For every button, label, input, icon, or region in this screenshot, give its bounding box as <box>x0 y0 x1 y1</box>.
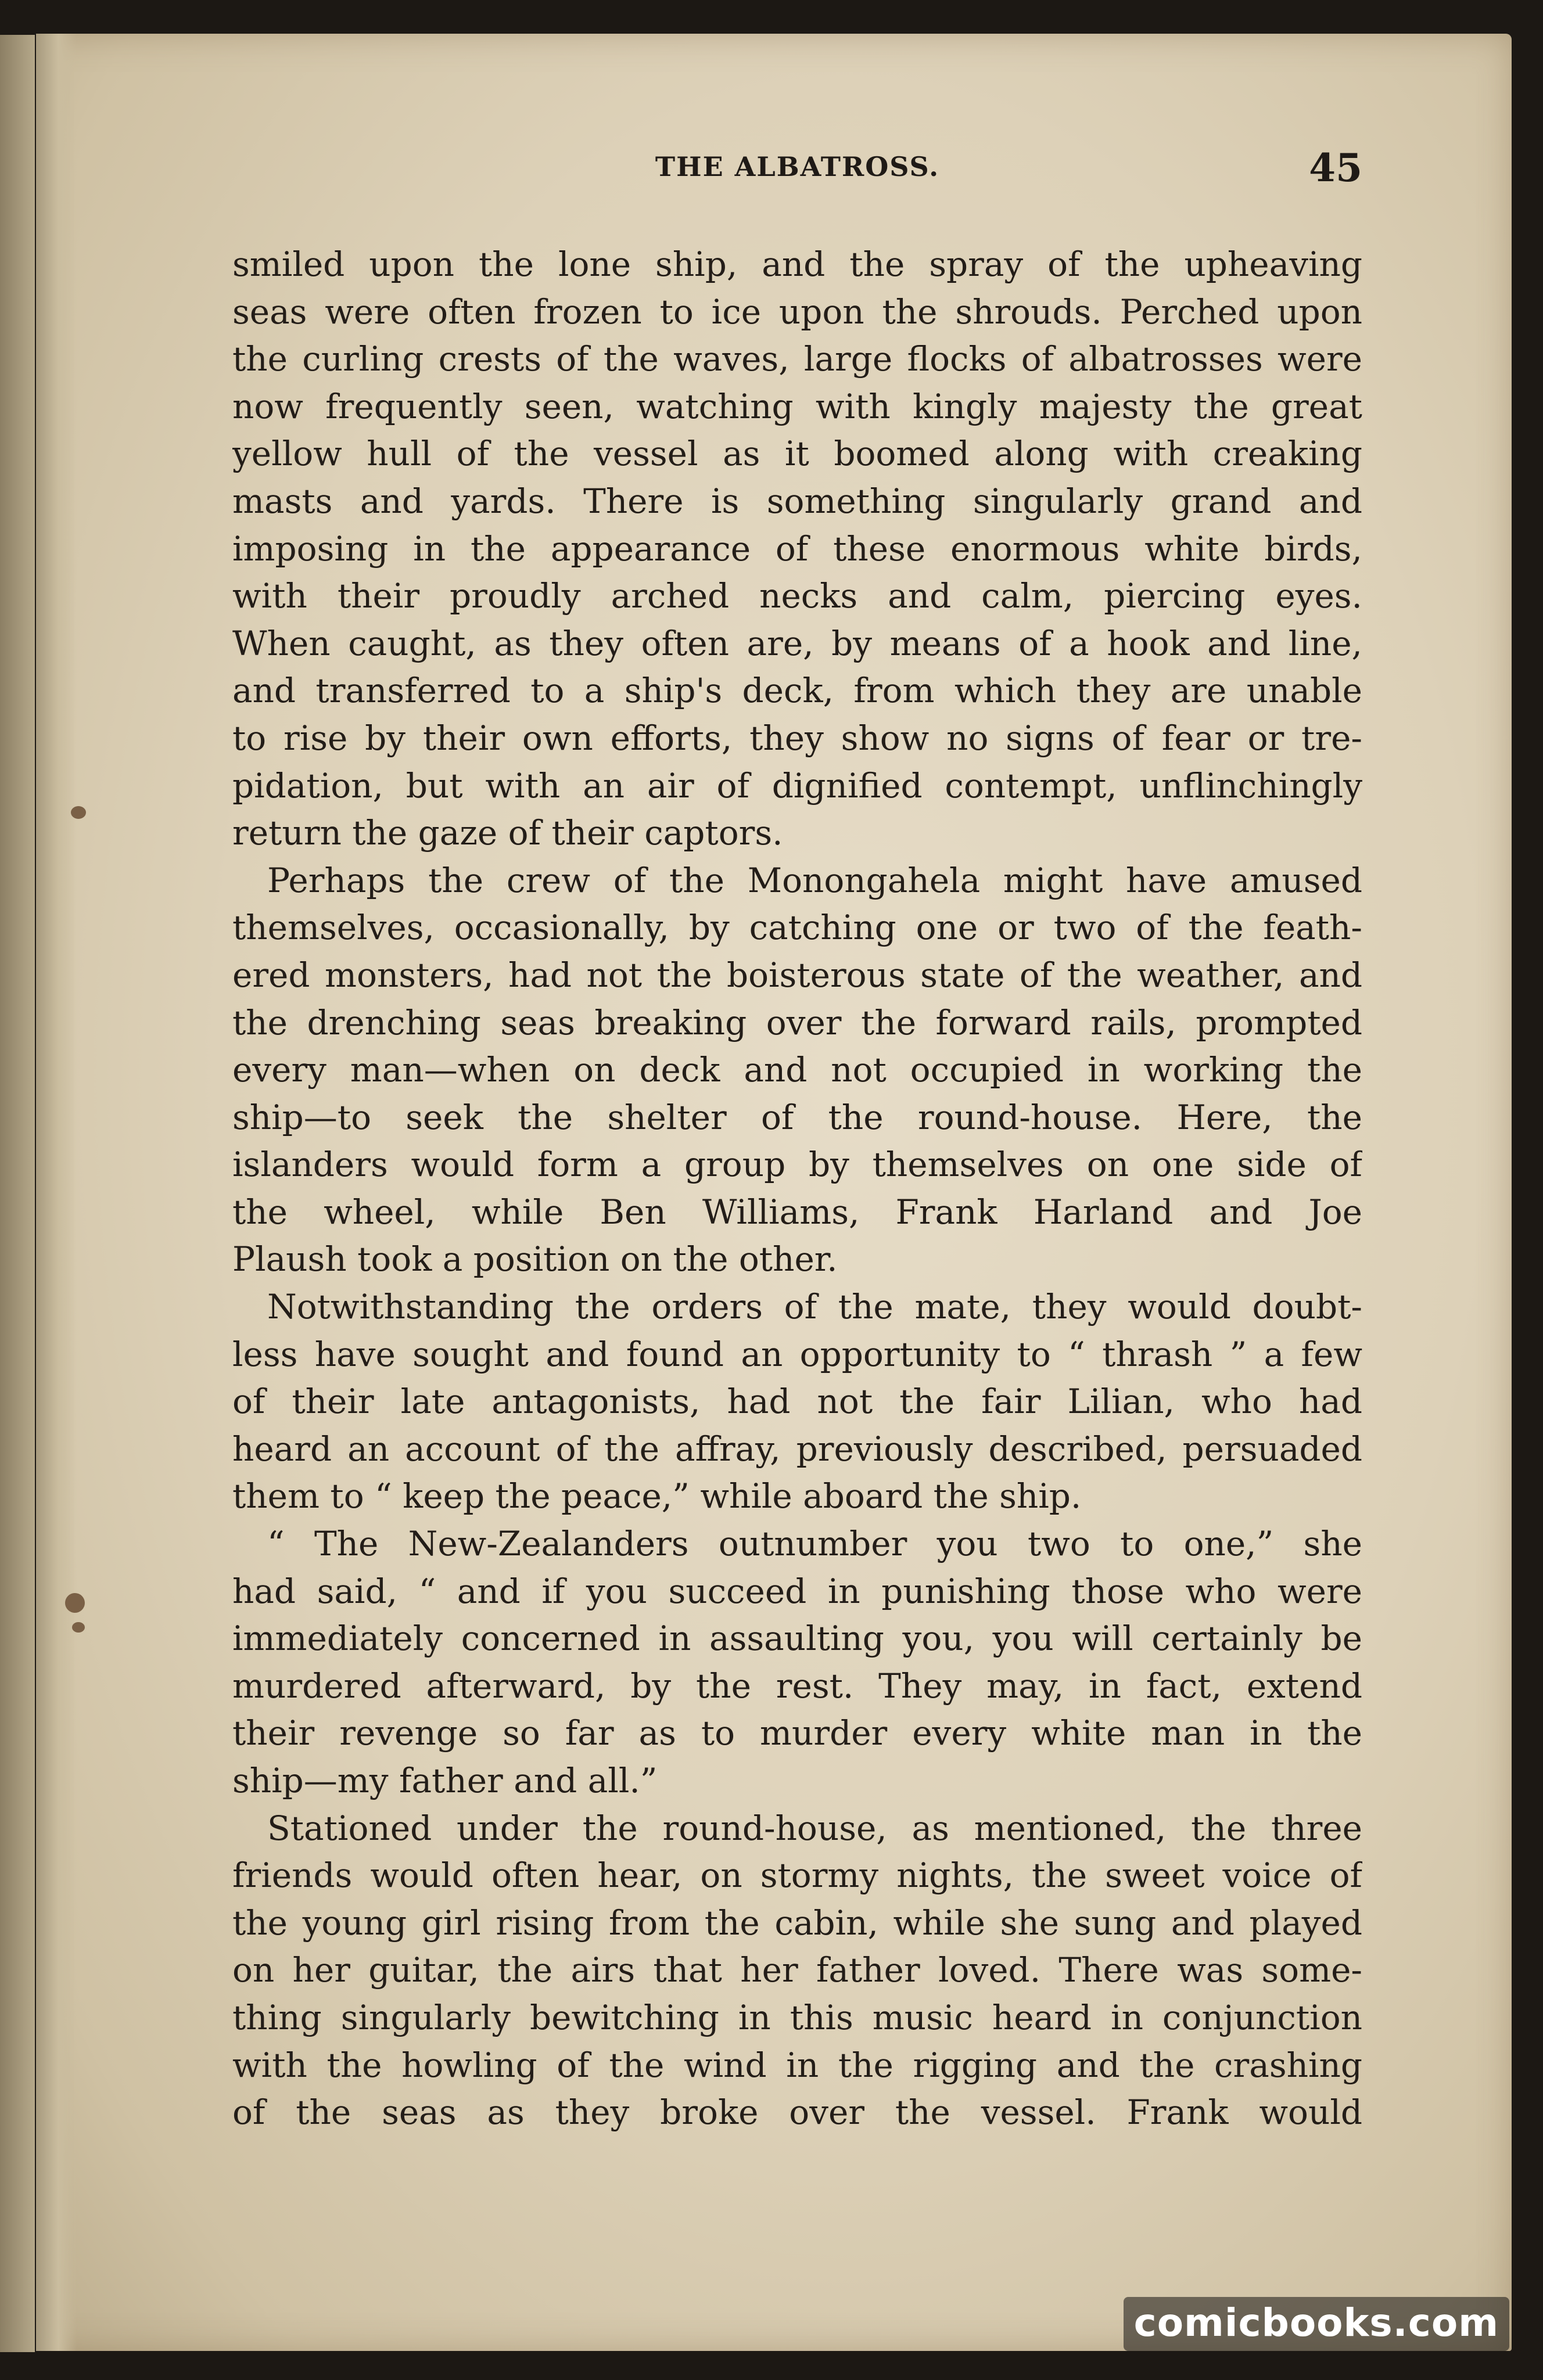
text-line: When caught, as they often are, by means of a hook and line, <box>232 623 1362 663</box>
text-line: friends would often hear, on stormy nights, the sweet voice of <box>232 1856 1362 1896</box>
text-line: ship—to seek the shelter of the round-house. Here, the <box>232 1097 1362 1137</box>
text-line: the drenching seas breaking over the forward rails, prompted <box>232 1002 1362 1042</box>
text-line: with their proudly arched necks and calm, piercing eyes. <box>232 576 1362 616</box>
text-line: and transferred to a ship's deck, from which they are unable <box>232 671 1362 711</box>
paper-stain <box>72 1622 85 1633</box>
text-line: ship—my father and all.” <box>232 1761 658 1800</box>
previous-page-edge <box>0 35 35 2352</box>
text-line: smiled upon the lone ship, and the spray of the upheaving <box>232 245 1362 284</box>
text-line: immediately concerned in assaulting you, you will certainly be <box>232 1619 1362 1659</box>
text-line: islanders would form a group by themselves on one side of <box>232 1145 1362 1185</box>
text-line: with the howling of the wind in the rigging and the crashing <box>232 2045 1362 2085</box>
text-line: ered monsters, had not the boisterous state of the weather, and <box>232 955 1362 995</box>
text-line: pidation, but with an air of dignified contempt, unflinchingly <box>232 765 1362 806</box>
text-line: to rise by their own efforts, they show no signs of fear or tre- <box>232 718 1362 758</box>
text-line: “ The New-Zealanders outnumber you two to one,” she <box>267 1524 1362 1564</box>
running-head: THE ALBATROSS. <box>655 151 940 182</box>
text-line: of their late antagonists, had not the fair Lilian, who had <box>232 1382 1362 1422</box>
text-line: them to “ keep the peace,” while aboard the ship. <box>232 1476 1082 1516</box>
text-line: Perhaps the crew of the Monongahela might have amused <box>267 860 1362 900</box>
text-line: their revenge so far as to murder every white man in the <box>232 1713 1362 1753</box>
page-number: 45 <box>1309 145 1362 190</box>
paper-stain <box>65 1593 85 1613</box>
text-line: of the seas as they broke over the vessel. Frank would <box>232 2093 1362 2133</box>
text-line: themselves, occasionally, by catching one or two of the feath- <box>232 908 1362 948</box>
paper-stain <box>71 806 86 819</box>
text-line: had said, “ and if you succeed in punishing those who were <box>232 1571 1362 1611</box>
text-line: on her guitar, the airs that her father loved. There was some- <box>232 1950 1362 1990</box>
text-line: seas were often frozen to ice upon the shrouds. Perched upon <box>232 292 1362 332</box>
text-line: return the gaze of their captors. <box>232 813 783 853</box>
body-text <box>232 241 1362 2137</box>
text-line: the wheel, while Ben Williams, Frank Harland and Joe <box>232 1192 1362 1232</box>
text-line: murdered afterward, by the rest. They may, in fact, extend <box>232 1666 1362 1706</box>
text-line: Stationed under the round-house, as mentioned, the three <box>267 1808 1362 1848</box>
text-line: heard an account of the affray, previously described, persuaded <box>232 1429 1362 1469</box>
text-line: thing singularly bewitching in this music heard in conjunction <box>232 1997 1362 2037</box>
text-line: yellow hull of the vessel as it boomed along with creaking <box>232 434 1362 474</box>
text-line: the young girl rising from the cabin, while she sung and played <box>232 1903 1362 1943</box>
text-line: every man—when on deck and not occupied in working the <box>232 1050 1362 1090</box>
text-line: less have sought and found an opportunity to “ thrash ” a few <box>232 1334 1362 1374</box>
text-line: Notwithstanding the orders of the mate, they would doubt- <box>267 1287 1362 1327</box>
text-line: masts and yards. There is something singularly grand and <box>232 481 1362 521</box>
text-line: Plaush took a position on the other. <box>232 1239 838 1279</box>
text-line: the curling crests of the waves, large flocks of albatrosses were <box>232 339 1362 379</box>
text-line: imposing in the appearance of these enormous white birds, <box>232 529 1362 569</box>
site-watermark: comicbooks.com <box>1124 2297 1509 2351</box>
page-gutter <box>36 34 77 2351</box>
page-header <box>232 145 1362 197</box>
text-line: now frequently seen, watching with kingly majesty the great <box>232 386 1362 426</box>
